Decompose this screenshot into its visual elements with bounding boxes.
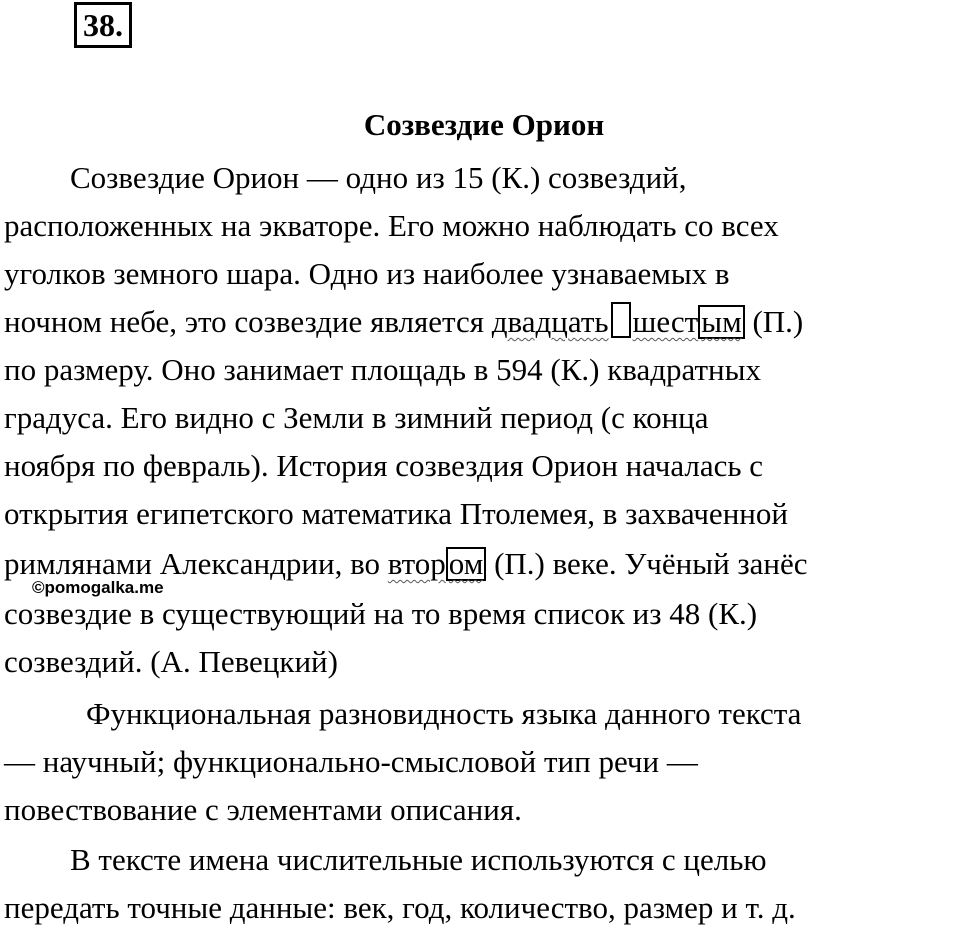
numeral-sixth-stem: шест — [632, 304, 699, 339]
text-line-8: открытия египетского математика Птолемея, в захваченной — [4, 496, 788, 531]
line-9-end: (П.) веке. Учёный занёс — [486, 546, 808, 581]
text-line-16: передать точные данные: век, год, количество, размер и т. д. — [4, 890, 796, 925]
text-line-13: — научный; функционально-смысловой тип речи — — [4, 744, 698, 779]
text-line-6: градуса. Его видно с Земли в зимний период (с конца — [4, 400, 709, 435]
text-line-7: ноября по февраль). История созвездия Орион началась с — [4, 448, 764, 483]
text-line-5: по размеру. Оно занимает площадь в 594 (К.) квадратных — [4, 352, 761, 387]
text-line-4 — [4, 298, 803, 346]
text-line-2: расположенных на экваторе. Его можно наблюдать со всех — [4, 208, 779, 243]
numeral-twenty: двадцать — [491, 304, 609, 339]
text-line-14: повествование с элементами описания. — [4, 792, 522, 827]
blank-box — [611, 302, 631, 338]
ending-box-second: ом — [446, 547, 487, 581]
text-line-1: Созвездие Орион — одно из 15 (К.) созвездий, — [70, 160, 687, 195]
text-line-15: В тексте имена числительные используются с целью — [70, 842, 767, 877]
text-title: Созвездие Орион — [363, 107, 605, 142]
numeral-second-stem: втор — [387, 546, 446, 581]
text-line-10: созвездие в существующий на то время список из 48 (К.) — [4, 596, 758, 631]
line-4-end: (П.) — [744, 304, 804, 339]
ending-box-sixth: ым — [698, 305, 744, 339]
exercise-number: 38. — [74, 2, 132, 48]
text-line-3: уголков земного шара. Одно из наиболее узнаваемых в — [4, 256, 730, 291]
watermark: ©pomogalka.me — [32, 578, 164, 597]
text-line-12: Функциональная разновидность языка данного текста — [86, 696, 802, 731]
line-4-start: ночном небе, это созвездие является — [4, 304, 492, 339]
text-line-11: созвездий. (А. Певецкий) — [4, 644, 338, 679]
line-9-start: римлянами Александрии, во — [4, 546, 388, 581]
